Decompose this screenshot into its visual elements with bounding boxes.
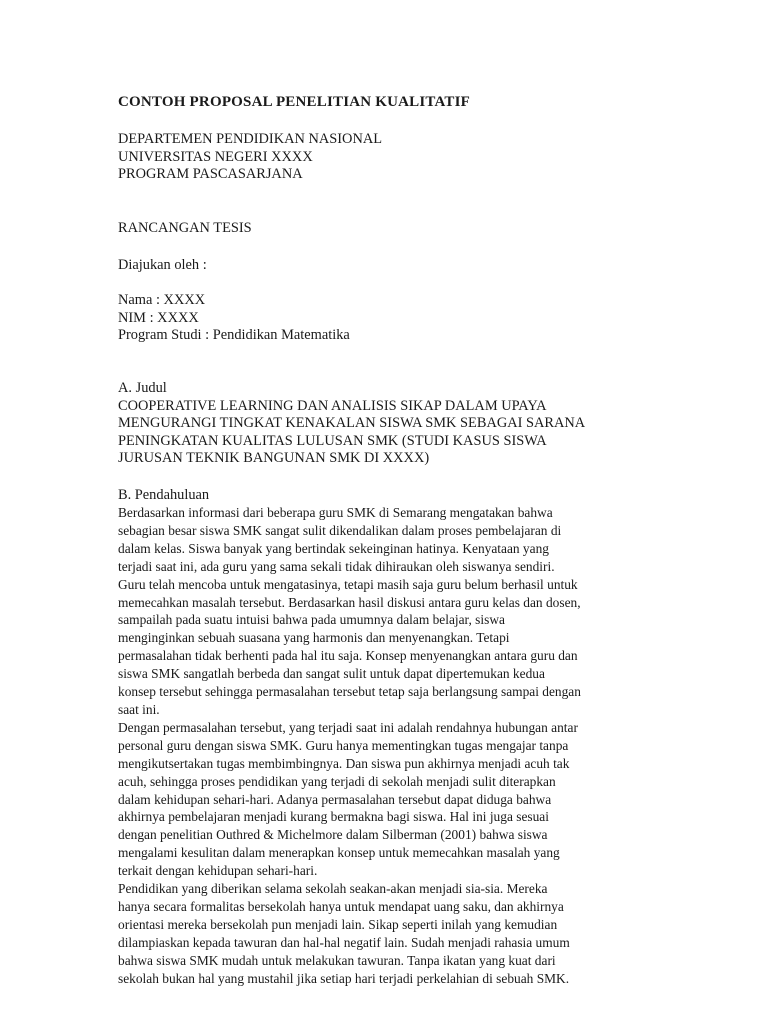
section-b-heading: B. Pendahuluan bbox=[118, 487, 210, 503]
body-line: bahwa siswa SMK mudah untuk melakukan tawuran. Tanpa ikatan yang kuat dari bbox=[118, 952, 556, 968]
institution-department: DEPARTEMEN PENDIDIKAN NASIONAL bbox=[118, 131, 383, 147]
institution-block bbox=[118, 131, 678, 184]
body-line: Berdasarkan informasi dari beberapa guru SMK di Semarang mengatakan bahwa bbox=[118, 505, 553, 520]
body-line: Dengan permasalahan tersebut, yang terjadi saat ini adalah rendahnya hubungan antar bbox=[118, 719, 578, 735]
document-title: CONTOH PROPOSAL PENELITIAN KUALITATIF bbox=[118, 94, 471, 110]
body-line: sebagian besar siswa SMK sangat sulit dikendalikan dalam proses pembelajaran di bbox=[118, 522, 562, 538]
section-b-body bbox=[118, 504, 678, 987]
body-line: orientasi mereka bersekolah pun menjadi lain. Sikap seperti inilah yang kemudian bbox=[118, 916, 558, 932]
body-line: dalam kelas. Siswa banyak yang bertindak sekeinginan hatinya. Kenyataan yang bbox=[118, 540, 549, 556]
body-line: dilampiaskan kepada tawuran dan hal-hal negatif lain. Sudah menjadi rahasia umum bbox=[118, 934, 570, 950]
body-line: akhirnya pembelajaran menjadi kurang bermakna bagi siswa. Hal ini juga sesuai bbox=[118, 809, 549, 825]
body-line: acuh, sehingga proses pendidikan yang terjadi di sekolah menjadi sulit diterapkan bbox=[118, 773, 556, 789]
body-line: sekolah bukan hal yang mustahil jika setiap hari terjadi perkelahian di sebuah SMK. bbox=[118, 970, 570, 986]
body-line: dengan penelitian Outhred & Michelmore dalam Silberman (2001) bahwa siswa bbox=[118, 827, 548, 843]
body-line: permasalahan tidak berhenti pada hal itu saja. Konsep menyenangkan antara guru dan bbox=[118, 648, 578, 664]
body-line: personal guru dengan siswa SMK. Guru hanya mementingkan tugas mengajar tanpa bbox=[118, 737, 569, 753]
body-line: hanya secara formalitas bersekolah hanya untuk mendapat uang saku, dan akhirnya bbox=[118, 898, 564, 914]
body-line: siswa SMK sangatlah berbeda dan sangat sulit untuk dapat dipertemukan kedua bbox=[118, 666, 545, 682]
body-line: memecahkan masalah tersebut. Berdasarkan hasil diskusi antara guru kelas dan dosen, bbox=[118, 594, 581, 610]
author-name: Nama : XXXX bbox=[118, 292, 206, 308]
institution-program: PROGRAM PASCASARJANA bbox=[118, 166, 303, 183]
document-type: RANCANGAN TESIS bbox=[118, 220, 252, 236]
body-line: sampailah pada suatu intuisi bahwa pada umumnya dalam belajar, siswa bbox=[118, 612, 505, 628]
body-line: terjadi saat ini, ada guru yang sama sekali tidak dihiraukan oleh siswanya sendiri. bbox=[118, 558, 555, 574]
submitted-by-label: Diajukan oleh : bbox=[118, 257, 207, 273]
section-a-heading: A. Judul bbox=[118, 380, 167, 396]
institution-university: UNIVERSITAS NEGERI XXXX bbox=[118, 148, 313, 165]
body-line: Guru telah mencoba untuk mengatasinya, tetapi masih saja guru belum berhasil untuk bbox=[118, 576, 578, 592]
section-a bbox=[118, 380, 678, 468]
body-line: saat ini. bbox=[118, 701, 160, 717]
body-line: terkait dengan kehidupan sehari-hari. bbox=[118, 863, 318, 879]
author-block bbox=[118, 292, 678, 345]
section-a-title-line: COOPERATIVE LEARNING DAN ANALISIS SIKAP DALAM UPAYA bbox=[118, 397, 547, 414]
author-study-program: Program Studi : Pendidikan Matematika bbox=[118, 327, 350, 344]
body-line: menginginkan sebuah suasana yang harmonis dan menyenangkan. Tetapi bbox=[118, 630, 510, 646]
body-line: Pendidikan yang diberikan selama sekolah seakan-akan menjadi sia-sia. Mereka bbox=[118, 881, 548, 897]
author-nim: NIM : XXXX bbox=[118, 309, 199, 326]
body-line: mengalami kesulitan dalam menerapkan konsep untuk memecahkan masalah yang bbox=[118, 845, 560, 861]
body-line: dalam kehidupan sehari-hari. Adanya permasalahan tersebut dapat diduga bahwa bbox=[118, 791, 552, 807]
section-a-title-line: PENINGKATAN KUALITAS LULUSAN SMK (STUDI KASUS SISWA bbox=[118, 432, 547, 449]
body-line: konsep tersebut sehingga permasalahan tersebut tetap saja berlangsung sampai dengan bbox=[118, 684, 581, 700]
section-a-title-line: JURUSAN TEKNIK BANGUNAN SMK DI XXXX) bbox=[118, 450, 430, 467]
section-a-title-line: MENGURANGI TINGKAT KENAKALAN SISWA SMK SEBAGAI SARANA bbox=[118, 415, 586, 432]
body-line: mengikutsertakan tugas membimbingnya. Dan siswa pun akhirnya menjadi acuh tak bbox=[118, 755, 570, 771]
